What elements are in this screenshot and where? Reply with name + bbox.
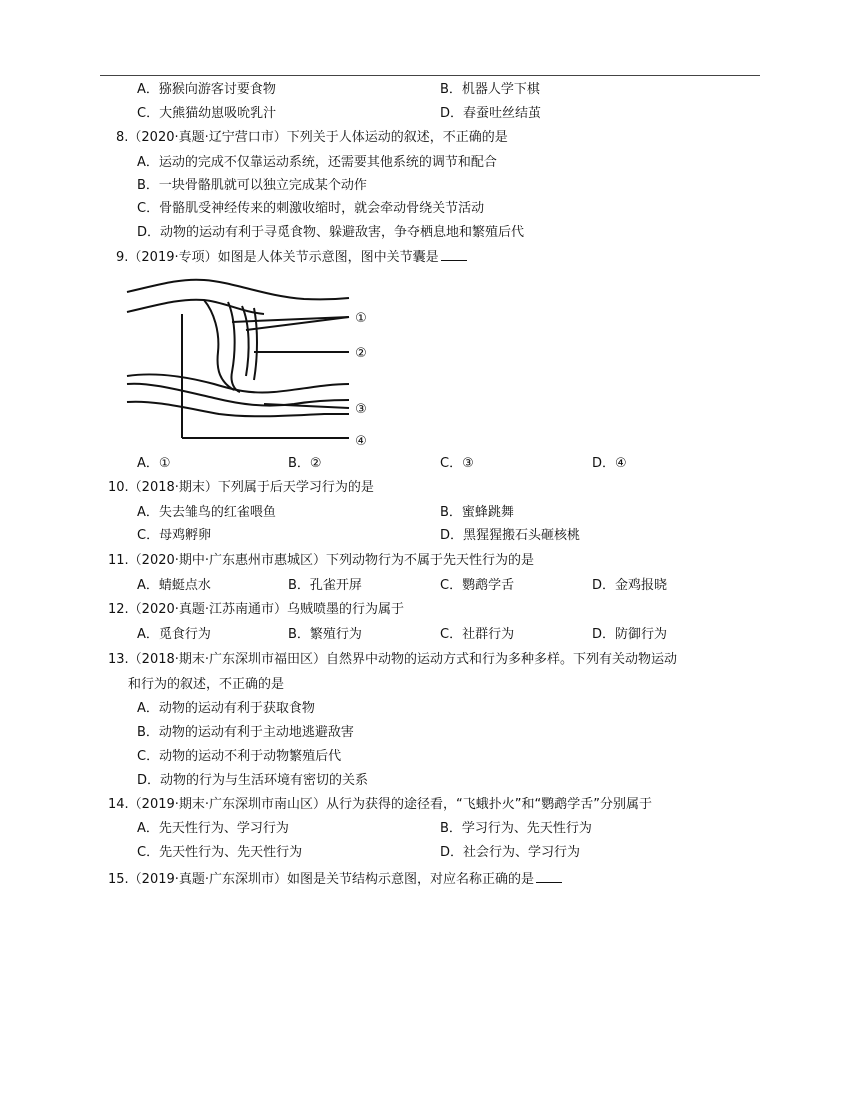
q7-option-a[interactable]: A．猕猴向游客讨要食物 <box>137 82 276 97</box>
q15-stem-text: 15.（2019·真题·广东深圳市）如图是关节结构示意图，对应名称正确的是 <box>108 872 535 887</box>
joint-diagram <box>124 272 384 458</box>
q7-option-b[interactable]: B．机器人学下棋 <box>440 82 540 97</box>
q8-option-d[interactable]: D．动物的运动有利于寻觅食物、躲避敌害，争夺栖息地和繁殖后代 <box>137 225 525 240</box>
q12-option-d[interactable]: D．防御行为 <box>592 627 668 642</box>
q14-stem: 14.（2019·期末·广东深圳市南山区）从行为获得的途径看，“飞蛾扑火”和“鹦鹉学舌”分别属于 <box>108 797 652 812</box>
q11-option-a[interactable]: A．蜻蜓点水 <box>137 578 211 593</box>
q13-option-b[interactable]: B．动物的运动有利于主动地逃避敌害 <box>137 725 354 740</box>
q11-stem: 11.（2020·期中·广东惠州市惠城区）下列动物行为不属于先天性行为的是 <box>108 553 535 568</box>
q9-option-b-prefix: B． <box>288 456 310 471</box>
q10-option-b[interactable]: B．蜜蜂跳舞 <box>440 505 514 520</box>
q13-stem-line1: 13.（2018·期末·广东深圳市福田区）自然界中动物的运动方式和行为多种多样。下列有关动物运动 <box>108 652 678 667</box>
q11-option-b[interactable]: B．孔雀开屏 <box>288 578 362 593</box>
q8-option-c[interactable]: C．骨骼肌受神经传来的刺激收缩时，就会牵动骨绕关节活动 <box>137 201 485 216</box>
q9-option-d-prefix: D． <box>592 456 616 471</box>
diagram-label-2: ② <box>355 346 367 361</box>
q12-stem: 12.（2020·真题·江苏南通市）乌贼喷墨的行为属于 <box>108 602 405 617</box>
q8-option-a[interactable]: A．运动的完成不仅靠运动系统，还需要其他系统的调节和配合 <box>137 155 497 170</box>
q14-option-d[interactable]: D．社会行为、学习行为 <box>440 845 581 860</box>
q9-option-d[interactable] <box>592 456 627 472</box>
q8-option-b[interactable]: B．一块骨骼肌就可以独立完成某个动作 <box>137 178 367 193</box>
diagram-label-4: ④ <box>355 434 367 449</box>
diagram-label-1: ① <box>355 311 367 326</box>
q10-option-a[interactable]: A．失去雏鸟的红雀喂鱼 <box>137 505 276 520</box>
q12-option-a[interactable]: A．觅食行为 <box>137 627 211 642</box>
q12-option-c[interactable]: C．社群行为 <box>440 627 515 642</box>
q7-option-d[interactable]: D．春蚕吐丝结茧 <box>440 106 542 121</box>
q9-option-b[interactable] <box>288 456 322 472</box>
q7-option-c[interactable]: C．大熊猫幼崽吸吮乳汁 <box>137 106 277 121</box>
q14-option-c[interactable]: C．先天性行为、先天性行为 <box>137 845 303 860</box>
q9-option-c-prefix: C． <box>440 456 463 471</box>
q9-answer-blank <box>441 248 467 261</box>
q13-stem-line2: 和行为的叙述，不正确的是 <box>128 677 285 692</box>
q10-option-c[interactable]: C．母鸡孵卵 <box>137 528 212 543</box>
q11-option-c[interactable]: C．鹦鹉学舌 <box>440 578 515 593</box>
q9-stem-text: 9.（2019·专项）如图是人体关节示意图，图中关节囊是 <box>116 250 439 265</box>
q9-stem <box>116 248 467 266</box>
q14-option-a[interactable]: A．先天性行为、学习行为 <box>137 821 289 836</box>
q9-option-b-value: ② <box>309 456 322 471</box>
q14-option-b[interactable]: B．学习行为、先天性行为 <box>440 821 592 836</box>
q8-stem: 8.（2020·真题·辽宁营口市）下列关于人体运动的叙述，不正确的是 <box>116 130 508 145</box>
q9-option-c-value: ③ <box>462 456 474 471</box>
q9-option-d-value: ④ <box>615 456 627 471</box>
q12-option-b[interactable]: B．繁殖行为 <box>288 627 362 642</box>
q9-option-c[interactable] <box>440 456 474 472</box>
q9-option-a-value: ① <box>158 456 171 471</box>
q10-option-d[interactable]: D．黑猩猩搬石头砸核桃 <box>440 528 581 543</box>
q13-option-a[interactable]: A．动物的运动有利于获取食物 <box>137 701 315 716</box>
q13-option-d[interactable]: D．动物的行为与生活环境有密切的关系 <box>137 773 369 788</box>
header-rule <box>100 75 760 76</box>
q11-option-d[interactable]: D．金鸡报晓 <box>592 578 668 593</box>
q15-answer-blank <box>536 870 562 883</box>
q9-option-a-prefix: A． <box>137 456 159 471</box>
q13-option-c[interactable]: C．动物的运动不利于动物繁殖后代 <box>137 749 342 764</box>
q9-option-a[interactable] <box>137 456 171 472</box>
q15-stem <box>108 870 562 888</box>
q10-stem: 10.（2018·期末）下列属于后天学习行为的是 <box>108 480 374 495</box>
diagram-label-3: ③ <box>355 402 367 417</box>
